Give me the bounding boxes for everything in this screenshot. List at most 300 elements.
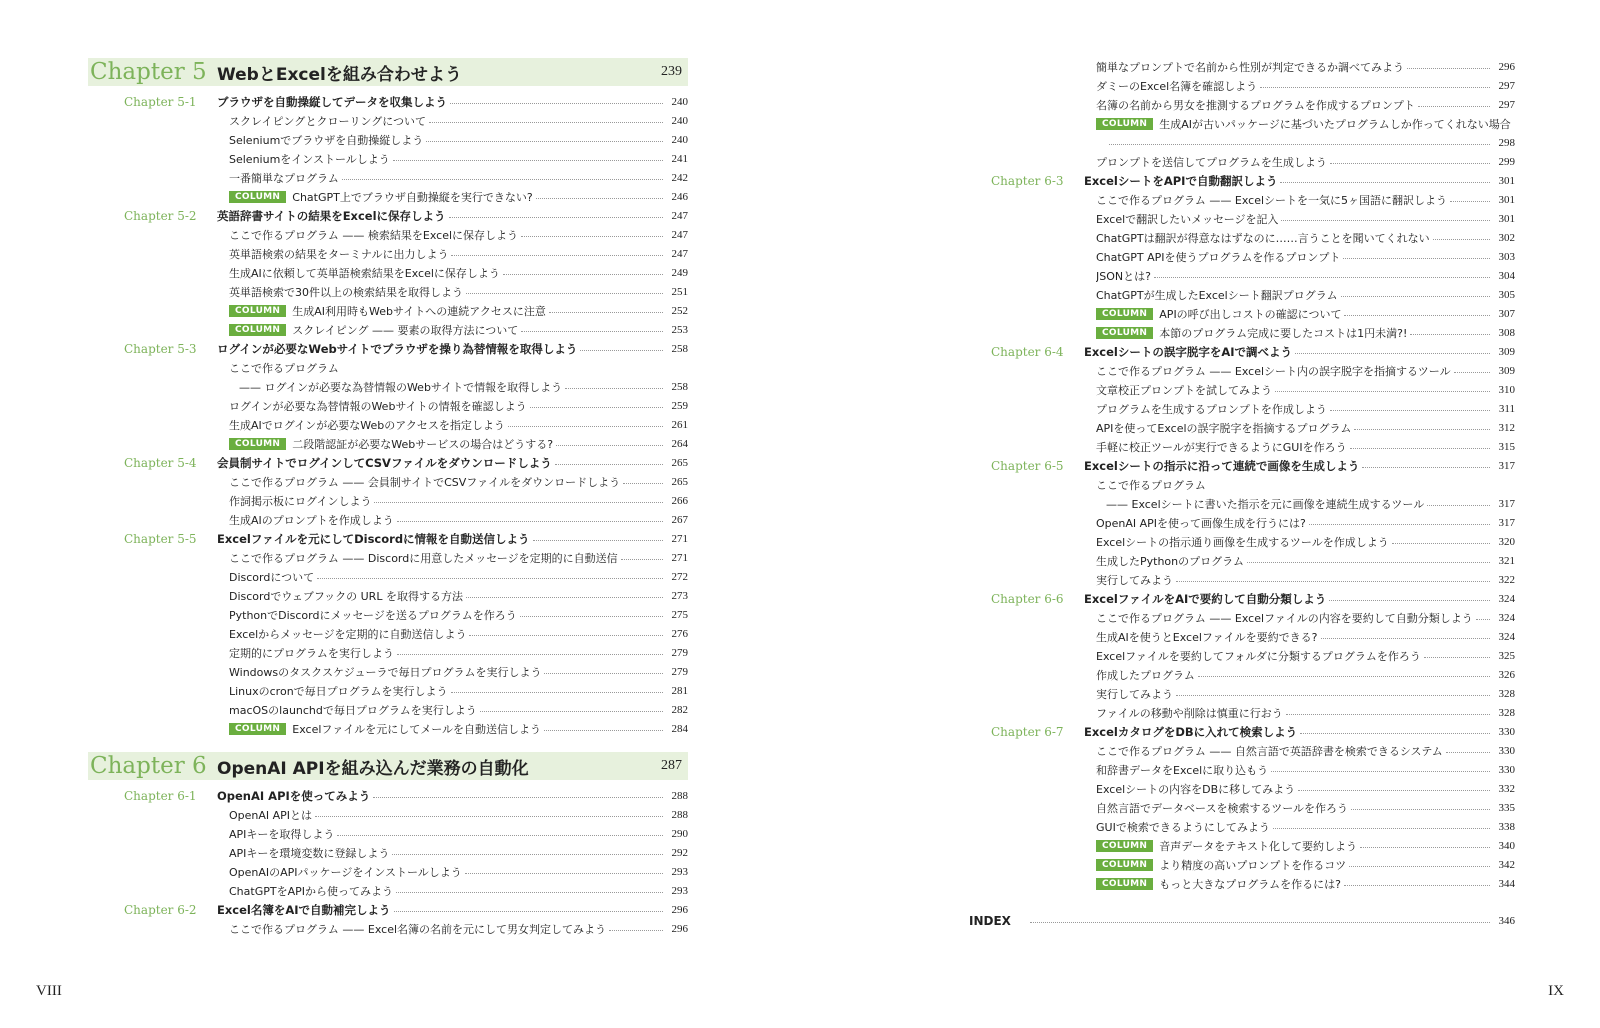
- page-number: 279: [671, 646, 688, 659]
- entry-title: 生成したPythonのプログラム: [1096, 554, 1245, 568]
- page-number: 275: [671, 608, 688, 621]
- entry-title: Excelからメッセージを定期的に自動送信しよう: [229, 627, 467, 641]
- page-number: 309: [1498, 345, 1515, 358]
- chapter-5-header: [88, 58, 688, 86]
- page-number: 296: [671, 903, 688, 916]
- leader-dots: [565, 388, 663, 389]
- leader-dots: [549, 312, 663, 313]
- column-badge: COLUMN: [1096, 859, 1153, 871]
- entry-title: PythonでDiscordにメッセージを送るプログラムを作ろう: [229, 608, 517, 622]
- page-number: 253: [671, 323, 688, 336]
- page-number: 297: [1498, 79, 1515, 92]
- entry-title: 英単語検索で30件以上の検索結果を取得しよう: [229, 285, 463, 299]
- leader-dots: [1154, 277, 1490, 278]
- page-number: 240: [671, 133, 688, 146]
- page-number: 328: [1498, 706, 1515, 719]
- entry-title: プロンプトを送信してプログラムを生成しよう: [1096, 155, 1327, 169]
- page-number: 273: [671, 589, 688, 602]
- page-number: 305: [1498, 288, 1515, 301]
- leader-dots: [1298, 790, 1490, 791]
- entry-title: 一番簡単なプログラム: [229, 171, 339, 185]
- column-entry: [88, 320, 688, 339]
- page-number: 276: [671, 627, 688, 640]
- leader-dots: [1260, 87, 1490, 88]
- leader-dots: [1295, 353, 1490, 354]
- page-number: 247: [671, 247, 688, 260]
- entry-title: ここで作るプログラム: [229, 361, 339, 375]
- column-title: スクレイピング —— 要素の取得方法について: [292, 323, 519, 337]
- entry-title: 手軽に校正ツールが実行できるようにGUIを作ろう: [1096, 440, 1347, 454]
- entry-title: ここで作るプログラム —— 自然言語で英語辞書を検索できるシステム: [1096, 744, 1443, 758]
- chapter-number: Chapter 5: [90, 59, 207, 85]
- column-title: 本節のプログラム完成に要したコストは1円未満?!: [1159, 326, 1408, 340]
- column-title: APIの呼び出しコストの確認について: [1159, 307, 1342, 321]
- entry-title: ここで作るプログラム —— Excelファイルの内容を要約して自動分類しよう: [1096, 611, 1473, 625]
- leader-dots: [544, 730, 663, 731]
- leader-dots: [315, 816, 663, 817]
- section-entry: [88, 900, 688, 919]
- leader-dots: [466, 597, 663, 598]
- toc-entry: [88, 491, 688, 510]
- leader-dots: [556, 445, 663, 446]
- page-number: 240: [671, 95, 688, 108]
- leader-dots: [1321, 638, 1490, 639]
- entry-title: GUIで検索できるようにしてみよう: [1096, 820, 1270, 834]
- page-number: 296: [1498, 60, 1515, 73]
- page-number: 288: [671, 789, 688, 802]
- leader-dots: [396, 892, 663, 893]
- entry-title: 英単語検索の結果をターミナルに出力しよう: [229, 247, 449, 261]
- toc-entry: [88, 548, 688, 567]
- toc-entry: [88, 881, 688, 900]
- toc-entry: [955, 152, 1515, 171]
- leader-dots: [1360, 847, 1490, 848]
- leader-dots: [392, 854, 663, 855]
- toc-entry: [88, 862, 688, 881]
- entry-title: ここで作るプログラム —— Discordに用意したメッセージを定期的に自動送信: [229, 551, 618, 565]
- toc-entry: [88, 700, 688, 719]
- section-entry: [88, 453, 688, 472]
- leader-dots: [1354, 429, 1490, 430]
- toc-entry: [955, 798, 1515, 817]
- page-number: 247: [671, 228, 688, 241]
- toc-entry: [955, 741, 1515, 760]
- column-badge: COLUMN: [1096, 878, 1153, 890]
- leader-dots: [530, 407, 663, 408]
- entry-title: 実行してみよう: [1096, 687, 1173, 701]
- leader-dots: [342, 179, 663, 180]
- page-number: 303: [1498, 250, 1515, 263]
- section-title: Excel名簿をAIで自動補完しよう: [217, 902, 391, 917]
- page-number: 271: [671, 551, 688, 564]
- page-number: 324: [1498, 611, 1515, 624]
- toc-entry: [955, 57, 1515, 76]
- leader-dots: [503, 274, 663, 275]
- page-number: 281: [671, 684, 688, 697]
- page-number: 259: [671, 399, 688, 412]
- column-title: より精度の高いプロンプトを作るコツ: [1159, 858, 1347, 872]
- column-badge: COLUMN: [229, 191, 286, 203]
- toc-entry: [88, 111, 688, 130]
- toc-entry: [88, 643, 688, 662]
- toc-entry: [88, 415, 688, 434]
- section-number: Chapter 6-5: [991, 458, 1064, 473]
- leader-dots: [1362, 467, 1490, 468]
- entry-title: 和辞書データをExcelに取り込もう: [1096, 763, 1269, 777]
- entry-title: 作詞掲示板にログインしよう: [229, 494, 372, 508]
- entry-title: ここで作るプログラム —— 会員制サイトでCSVファイルをダウンロードしよう: [229, 475, 621, 489]
- page-number: 312: [1498, 421, 1515, 434]
- entry-title: Excelファイルを要約してフォルダに分類するプログラムを作ろう: [1096, 649, 1421, 663]
- column-entry: [88, 434, 688, 453]
- entry-title: ここで作るプログラム: [1096, 478, 1206, 492]
- leader-dots: [1281, 220, 1490, 221]
- page-number: 265: [671, 456, 688, 469]
- page-number: 292: [671, 846, 688, 859]
- toc-entry: [88, 824, 688, 843]
- page-number: 296: [671, 922, 688, 935]
- leader-dots: [521, 236, 663, 237]
- toc-entry: [955, 551, 1515, 570]
- leader-dots: [521, 331, 663, 332]
- section-title: ログインが必要なWebサイトでブラウザを操り為替情報を取得しよう: [217, 341, 578, 356]
- chapter-number: Chapter 6: [90, 753, 207, 779]
- right-page: [955, 0, 1515, 930]
- leader-dots: [621, 559, 663, 560]
- column-badge: COLUMN: [229, 324, 286, 336]
- chapter-6-header: [88, 752, 688, 780]
- toc-entry: [88, 225, 688, 244]
- section-number: Chapter 6-4: [991, 344, 1064, 359]
- toc-entry: [955, 190, 1515, 209]
- entry-title: APIを使ってExcelの誤字脱字を指摘するプログラム: [1096, 421, 1352, 435]
- page-number: 302: [1498, 231, 1515, 244]
- section-title: 英語辞書サイトの結果をExcelに保存しよう: [217, 208, 446, 223]
- page-number: 279: [671, 665, 688, 678]
- left-page: [88, 0, 688, 938]
- leader-dots: [1329, 600, 1490, 601]
- leader-dots: [555, 464, 663, 465]
- page-number: 301: [1498, 212, 1515, 225]
- page-number: 321: [1498, 554, 1515, 567]
- toc-entry: [955, 608, 1515, 627]
- toc-entry: [955, 817, 1515, 836]
- chapter-6-toc-continued: [955, 57, 1515, 893]
- toc-entry: [88, 358, 688, 377]
- page-number: 344: [1498, 877, 1515, 890]
- page-number: 298: [1498, 136, 1515, 149]
- column-entry: [955, 874, 1515, 893]
- leader-dots: [1341, 296, 1490, 297]
- toc-entry: [88, 396, 688, 415]
- section-number: Chapter 6-7: [991, 724, 1064, 739]
- page-number: 252: [671, 304, 688, 317]
- leader-dots: [469, 635, 663, 636]
- toc-entry: [88, 472, 688, 491]
- page-number: 320: [1498, 535, 1515, 548]
- entry-title: Discordについて: [229, 570, 315, 584]
- section-entry: [955, 456, 1515, 475]
- leader-dots: [337, 835, 663, 836]
- section-number: Chapter 6-2: [124, 902, 197, 917]
- toc-entry: [88, 510, 688, 529]
- page-number: 315: [1498, 440, 1515, 453]
- toc-entry: [955, 513, 1515, 532]
- leader-dots: [1330, 410, 1490, 411]
- leader-dots: [1454, 372, 1490, 373]
- page-number: 332: [1498, 782, 1515, 795]
- toc-entry: [955, 646, 1515, 665]
- column-title: ChatGPT上でブラウザ自動操縦を実行できない?: [292, 190, 533, 204]
- leader-dots: [466, 293, 663, 294]
- page-number: 258: [671, 380, 688, 393]
- page-number: 304: [1498, 269, 1515, 282]
- column-title: 音声データをテキスト化して要約しよう: [1159, 839, 1358, 853]
- toc-entry: [88, 244, 688, 263]
- page-number: 249: [671, 266, 688, 279]
- toc-entry: [955, 380, 1515, 399]
- page-number: 326: [1498, 668, 1515, 681]
- section-entry: [88, 339, 688, 358]
- chapter-page: 239: [661, 64, 682, 79]
- leader-dots: [1427, 505, 1490, 506]
- section-entry: [88, 529, 688, 548]
- page-number: 284: [671, 722, 688, 735]
- leader-dots: [1176, 695, 1490, 696]
- page-number: 265: [671, 475, 688, 488]
- column-badge: COLUMN: [229, 305, 286, 317]
- column-title: もっと大きなプログラムを作るには?: [1159, 877, 1342, 891]
- page-number: 324: [1498, 630, 1515, 643]
- column-entry: [88, 187, 688, 206]
- column-title: 生成AIが古いパッケージに基づいたプログラムしか作ってくれない場合: [1159, 117, 1511, 131]
- section-entry: [955, 342, 1515, 361]
- section-entry: [955, 589, 1515, 608]
- leader-dots: [1476, 619, 1490, 620]
- column-badge: COLUMN: [229, 438, 286, 450]
- toc-entry: [88, 605, 688, 624]
- page-number: 338: [1498, 820, 1515, 833]
- toc-entry: [955, 627, 1515, 646]
- leader-dots: [1350, 448, 1490, 449]
- toc-entry: [88, 263, 688, 282]
- page-number: 342: [1498, 858, 1515, 871]
- column-entry: [955, 836, 1515, 855]
- leader-dots: [1309, 524, 1490, 525]
- page-number: 288: [671, 808, 688, 821]
- page-number: 272: [671, 570, 688, 583]
- entry-title: macOSのlaunchdで毎日プログラムを実行しよう: [229, 703, 477, 717]
- entry-title: ここで作るプログラム —— Excel名簿の名前を元にして男女判定してみよう: [229, 922, 607, 936]
- section-number: Chapter 5-5: [124, 531, 197, 546]
- section-number: Chapter 6-3: [991, 173, 1064, 188]
- page-number: 340: [1498, 839, 1515, 852]
- section-title: ExcelファイルをAIで要約して自動分類しよう: [1084, 591, 1327, 606]
- page-number: 264: [671, 437, 688, 450]
- leader-dots: [393, 160, 663, 161]
- page-number: 267: [671, 513, 688, 526]
- toc-entry: [955, 570, 1515, 589]
- leader-dots: [1280, 182, 1490, 183]
- entry-title: 生成AIのプロンプトを作成しよう: [229, 513, 394, 527]
- section-number: Chapter 5-3: [124, 341, 197, 356]
- toc-entry: [88, 130, 688, 149]
- leader-dots: [1433, 239, 1490, 240]
- leader-dots: [1300, 733, 1490, 734]
- page-number: 246: [671, 190, 688, 203]
- section-title: ExcelシートをAPIで自動翻訳しよう: [1084, 173, 1278, 188]
- leader-dots: [1286, 714, 1490, 715]
- page-number: 271: [671, 532, 688, 545]
- page-number: 301: [1498, 174, 1515, 187]
- page-number: 307: [1498, 307, 1515, 320]
- entry-title: ChatGPT APIを使うプログラムを作るプロンプト: [1096, 250, 1341, 264]
- leader-dots: [480, 711, 663, 712]
- page-number: 251: [671, 285, 688, 298]
- entry-title: ダミーのExcel名簿を確認しよう: [1096, 79, 1258, 93]
- entry-title: —— Excelシートに書いた指示を元に画像を連続生成するツール: [1106, 497, 1425, 511]
- leader-dots: [508, 426, 663, 427]
- chapter-title: OpenAI APIを組み込んだ業務の自動化: [217, 758, 529, 779]
- leader-dots: [533, 540, 663, 541]
- section-entry: [88, 786, 688, 805]
- toc-entry: [955, 665, 1515, 684]
- entry-title: Excelシートの指示通り画像を生成するツールを作成しよう: [1096, 535, 1389, 549]
- leader-dots: [426, 141, 663, 142]
- page-number: 240: [671, 114, 688, 127]
- page-number: 242: [671, 171, 688, 184]
- leader-dots: [1450, 201, 1490, 202]
- toc-entry: [955, 247, 1515, 266]
- toc-entry: [955, 703, 1515, 722]
- toc-entry: [88, 282, 688, 301]
- column-entry: [88, 301, 688, 320]
- page-number: 322: [1498, 573, 1515, 586]
- leader-dots: [465, 873, 663, 874]
- entry-title: OpenAI APIとは: [229, 808, 313, 822]
- leader-dots: [374, 502, 663, 503]
- toc-entry: [955, 399, 1515, 418]
- folio-left: VIII: [36, 983, 62, 999]
- page-number: 258: [671, 342, 688, 355]
- toc-entry: [88, 843, 688, 862]
- leader-dots: [1198, 676, 1490, 677]
- leader-dots: [1275, 391, 1490, 392]
- leader-dots: [1446, 752, 1490, 753]
- leader-dots: [397, 521, 663, 522]
- entry-title: 自然言語でデータベースを検索するツールを作ろう: [1096, 801, 1349, 815]
- entry-title: スクレイピングとクローリングについて: [229, 114, 427, 128]
- leader-dots: [1030, 922, 1490, 923]
- leader-dots: [450, 103, 663, 104]
- entry-title: Discordでウェブフックの URL を取得する方法: [229, 589, 463, 603]
- entry-title: ChatGPTが生成したExcelシート翻訳プログラム: [1096, 288, 1338, 302]
- entry-title: 生成AIに依頼して英単語検索結果をExcelに保存しよう: [229, 266, 500, 280]
- index-entry: [955, 911, 1515, 930]
- toc-entry: [955, 361, 1515, 380]
- page-number: 324: [1498, 592, 1515, 605]
- leader-dots: [1330, 163, 1490, 164]
- toc-entry: [88, 662, 688, 681]
- section-title: Excelファイルを元にしてDiscordに情報を自動送信しよう: [217, 531, 530, 546]
- leader-dots: [580, 350, 663, 351]
- toc-entry: [88, 805, 688, 824]
- chapter-page: 287: [661, 758, 682, 773]
- page-number: 297: [1498, 98, 1515, 111]
- chapter-5-toc: [88, 92, 688, 738]
- toc-entry: [955, 684, 1515, 703]
- page-number: 317: [1498, 516, 1515, 529]
- folio-right: IX: [1548, 983, 1564, 999]
- leader-dots: [1271, 771, 1490, 772]
- column-badge: COLUMN: [1096, 308, 1153, 320]
- entry-title: Excelで翻訳したいメッセージを記入: [1096, 212, 1279, 226]
- toc-entry: [88, 624, 688, 643]
- entry-title: 生成AIでログインが必要なWebのアクセスを指定しよう: [229, 418, 505, 432]
- entry-title: 簡単なプロンプトで名前から性別が判定できるか調べてみよう: [1096, 60, 1404, 74]
- chapter-title: WebとExcelを組み合わせよう: [217, 64, 462, 85]
- column-badge: COLUMN: [1096, 840, 1153, 852]
- leader-dots: [1343, 258, 1490, 259]
- leader-dots: [317, 578, 663, 579]
- column-entry: [88, 719, 688, 738]
- leader-dots: [1349, 866, 1490, 867]
- column-entry: [955, 855, 1515, 874]
- entry-title: Linuxのcronで毎日プログラムを実行しよう: [229, 684, 448, 698]
- column-badge: COLUMN: [1096, 327, 1153, 339]
- toc-entry: [88, 567, 688, 586]
- entry-title: 実行してみよう: [1096, 573, 1173, 587]
- page-number: 325: [1498, 649, 1515, 662]
- page-number: 308: [1498, 326, 1515, 339]
- section-title: Excelシートの指示に沿って連続で画像を生成しよう: [1084, 458, 1360, 473]
- page-number: 330: [1498, 725, 1515, 738]
- entry-title: Seleniumをインストールしよう: [229, 152, 390, 166]
- leader-dots: [451, 255, 663, 256]
- leader-dots: [1273, 828, 1490, 829]
- section-number: Chapter 5-4: [124, 455, 197, 470]
- page-number: 311: [1498, 402, 1515, 415]
- leader-dots: [520, 616, 663, 617]
- leader-dots: [544, 673, 663, 674]
- leader-dots: [536, 198, 663, 199]
- entry-title: APIキーを取得しよう: [229, 827, 335, 841]
- entry-title: Seleniumでブラウザを自動操縦しよう: [229, 133, 424, 147]
- entry-title: プログラムを生成するプロンプトを作成しよう: [1096, 402, 1327, 416]
- leader-dots: [451, 692, 663, 693]
- page-number: 261: [671, 418, 688, 431]
- page-number: 266: [671, 494, 688, 507]
- section-title: Excelシートの誤字脱字をAIで調べよう: [1084, 344, 1293, 359]
- section-entry: [88, 92, 688, 111]
- column-title: 二段階認証が必要なWebサービスの場合はどうする?: [292, 437, 554, 451]
- leader-dots: [1424, 657, 1490, 658]
- page-number: 328: [1498, 687, 1515, 700]
- column-entry: [955, 304, 1515, 323]
- page-number: 241: [671, 152, 688, 165]
- entry-title: ログインが必要な為替情報のWebサイトの情報を確認しよう: [229, 399, 527, 413]
- section-number: Chapter 6-6: [991, 591, 1064, 606]
- column-entry: [955, 323, 1515, 342]
- leader-dots: [1392, 543, 1490, 544]
- leader-dots: [1418, 106, 1490, 107]
- page-number: 346: [1498, 914, 1515, 927]
- toc-entry: [955, 418, 1515, 437]
- section-title: ブラウザを自動操縦してデータを収集しよう: [217, 94, 447, 109]
- entry-title: 名簿の名前から男女を推測するプログラムを作成するプロンプト: [1096, 98, 1415, 112]
- entry-title: ここで作るプログラム —— Excelシート内の誤字脱字を指摘するツール: [1096, 364, 1451, 378]
- page-number: 309: [1498, 364, 1515, 377]
